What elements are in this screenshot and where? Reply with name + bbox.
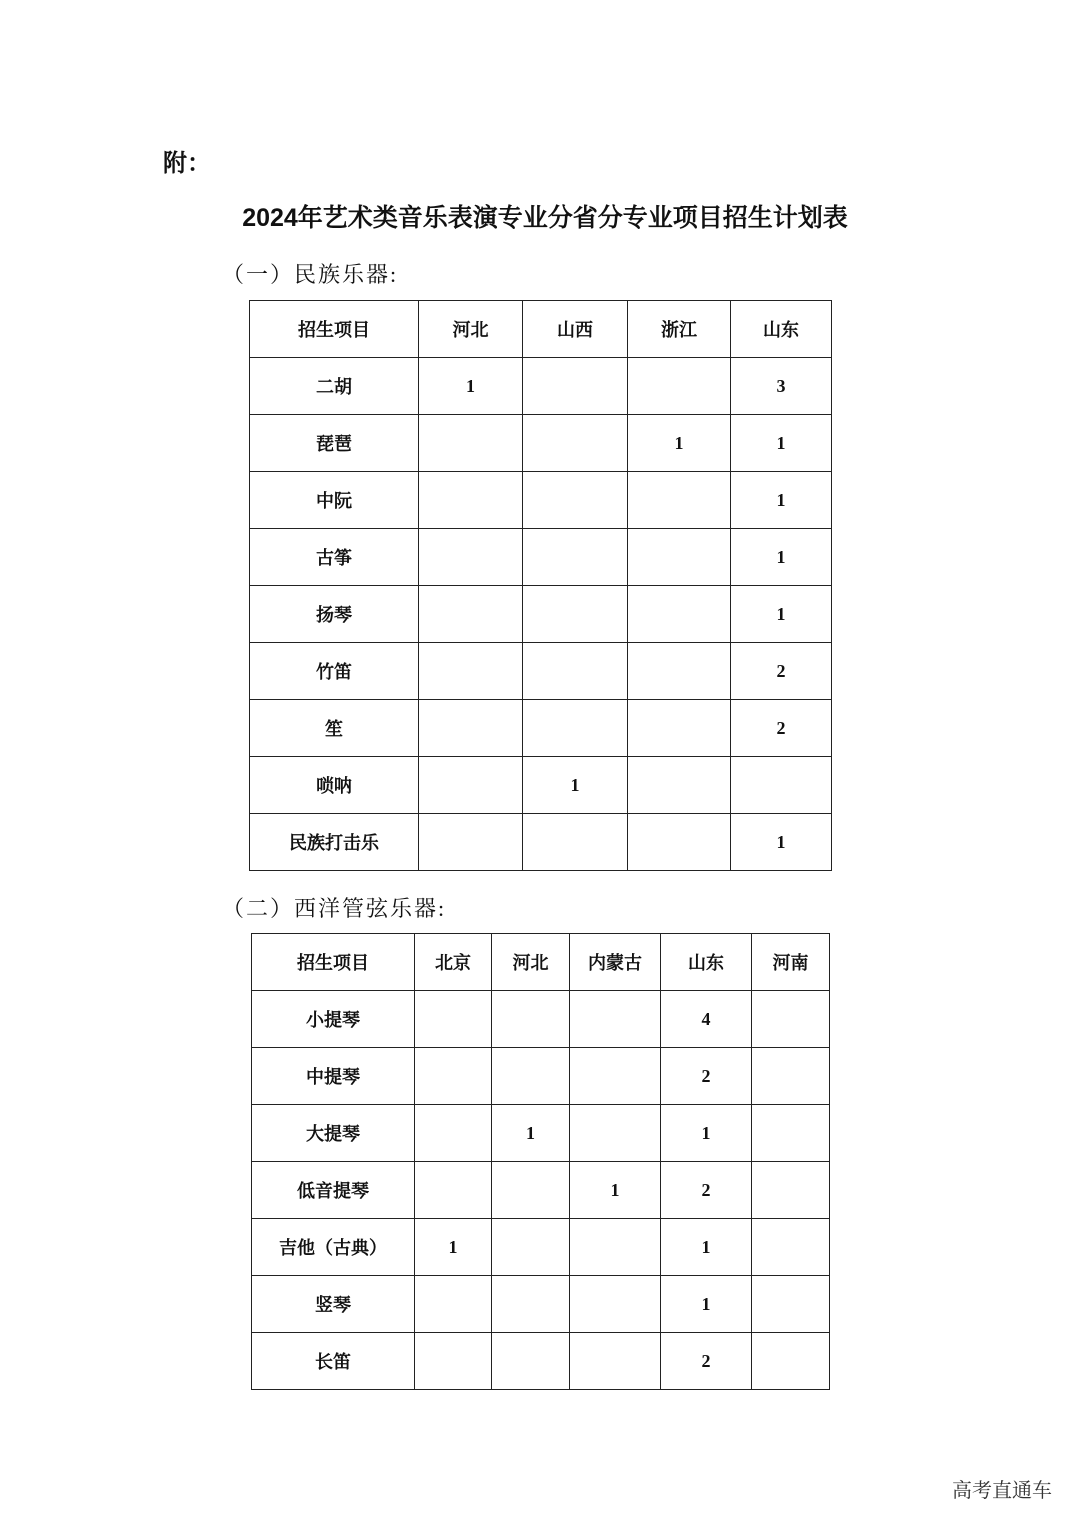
row-label-cell: 琵琶 [250,415,419,472]
value-cell [628,643,731,700]
header-row [250,301,832,358]
value-cell: 2 [731,643,832,700]
value-cell [523,529,628,586]
value-cell: 内蒙古 [570,934,661,991]
table-row [252,1048,830,1105]
row-label-cell: 招生项目 [252,934,415,991]
row-label-cell: 竹笛 [250,643,419,700]
value-cell [523,700,628,757]
value-cell: 山西 [523,301,628,358]
value-cell [570,1333,661,1390]
value-cell [492,1333,570,1390]
row-label-cell: 竖琴 [252,1276,415,1333]
value-cell: 2 [661,1333,752,1390]
value-cell [628,814,731,871]
value-cell: 1 [731,415,832,472]
value-cell: 1 [661,1276,752,1333]
value-cell [628,586,731,643]
value-cell: 河北 [492,934,570,991]
table-row [250,472,832,529]
value-cell [419,814,523,871]
value-cell [752,1105,830,1162]
value-cell: 北京 [415,934,492,991]
value-cell [492,1162,570,1219]
row-label-cell: 小提琴 [252,991,415,1048]
value-cell [523,643,628,700]
value-cell: 1 [415,1219,492,1276]
value-cell: 1 [628,415,731,472]
value-cell: 1 [731,814,832,871]
value-cell [415,1048,492,1105]
value-cell [492,1276,570,1333]
value-cell [752,991,830,1048]
document-title: 2024年艺术类音乐表演专业分省分专业项目招生计划表 [242,204,848,232]
value-cell [628,757,731,814]
value-cell [570,1105,661,1162]
value-cell: 2 [661,1048,752,1105]
row-label-cell: 二胡 [250,358,419,415]
value-cell [419,700,523,757]
row-label-cell: 低音提琴 [252,1162,415,1219]
value-cell [570,991,661,1048]
watermark: 高考直通车 [952,1480,1052,1502]
value-cell [570,1048,661,1105]
value-cell [523,472,628,529]
annex-label: 附： [163,150,211,177]
value-cell [415,1162,492,1219]
value-cell [752,1048,830,1105]
value-cell [570,1276,661,1333]
table-row [250,586,832,643]
table-row [252,1276,830,1333]
value-cell [752,1276,830,1333]
table-row [250,643,832,700]
table-row [252,1162,830,1219]
row-label-cell: 唢呐 [250,757,419,814]
value-cell [752,1162,830,1219]
value-cell: 浙江 [628,301,731,358]
value-cell: 1 [523,757,628,814]
western-instruments-table [251,933,830,1390]
value-cell: 1 [731,472,832,529]
value-cell [419,415,523,472]
value-cell [731,757,832,814]
value-cell: 1 [661,1219,752,1276]
value-cell [415,1276,492,1333]
row-label-cell: 笙 [250,700,419,757]
value-cell [419,472,523,529]
table-row [252,1333,830,1390]
value-cell [415,1333,492,1390]
table-row [250,814,832,871]
value-cell: 1 [419,358,523,415]
table-row [252,1219,830,1276]
row-label-cell: 长笛 [252,1333,415,1390]
value-cell [419,643,523,700]
value-cell [628,358,731,415]
table-row [250,700,832,757]
table-row [252,991,830,1048]
value-cell [628,472,731,529]
table-row [250,415,832,472]
row-label-cell: 大提琴 [252,1105,415,1162]
value-cell: 1 [570,1162,661,1219]
value-cell [523,358,628,415]
value-cell [419,757,523,814]
value-cell [492,1048,570,1105]
value-cell [523,415,628,472]
value-cell [415,991,492,1048]
value-cell: 1 [492,1105,570,1162]
value-cell [570,1219,661,1276]
value-cell: 1 [731,529,832,586]
table-row [252,1105,830,1162]
value-cell [492,991,570,1048]
row-label-cell: 民族打击乐 [250,814,419,871]
value-cell: 1 [661,1105,752,1162]
table-row [250,757,832,814]
value-cell: 3 [731,358,832,415]
value-cell [628,529,731,586]
folk-instruments-table [249,300,832,871]
value-cell: 山东 [731,301,832,358]
value-cell: 1 [731,586,832,643]
table-row [250,529,832,586]
table-row [250,358,832,415]
value-cell [415,1105,492,1162]
value-cell [752,1333,830,1390]
value-cell [419,529,523,586]
value-cell [492,1219,570,1276]
value-cell: 4 [661,991,752,1048]
value-cell: 2 [731,700,832,757]
section2-heading: （二）西洋管弦乐器: [222,896,447,921]
row-label-cell: 招生项目 [250,301,419,358]
row-label-cell: 中提琴 [252,1048,415,1105]
row-label-cell: 吉他（古典） [252,1219,415,1276]
section1-heading: （一）民族乐器: [222,262,399,287]
row-label-cell: 古筝 [250,529,419,586]
value-cell [419,586,523,643]
row-label-cell: 中阮 [250,472,419,529]
value-cell: 河南 [752,934,830,991]
value-cell: 河北 [419,301,523,358]
value-cell [752,1219,830,1276]
row-label-cell: 扬琴 [250,586,419,643]
header-row [252,934,830,991]
value-cell [523,814,628,871]
value-cell: 山东 [661,934,752,991]
value-cell [628,700,731,757]
value-cell [523,586,628,643]
value-cell: 2 [661,1162,752,1219]
